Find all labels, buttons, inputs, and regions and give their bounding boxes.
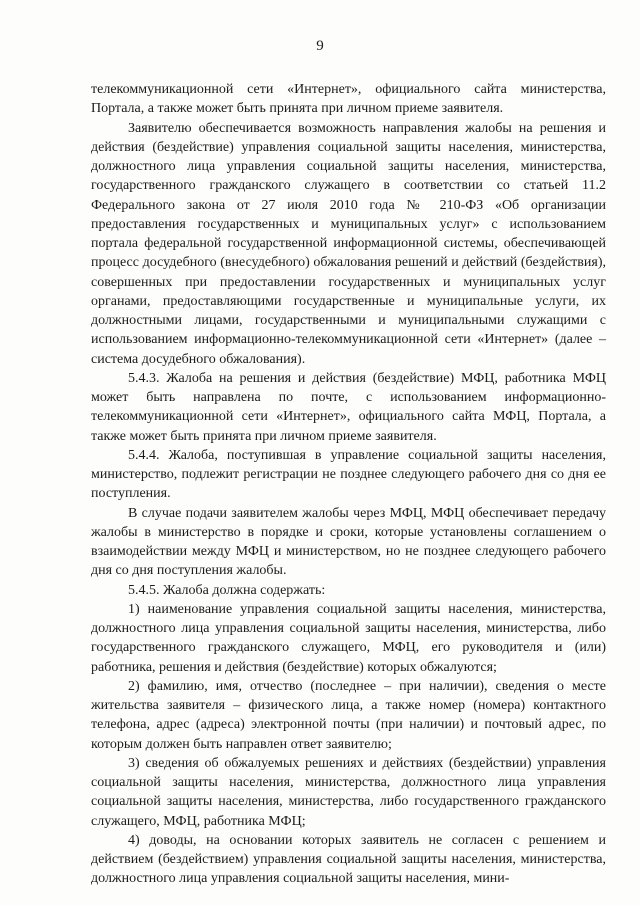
paragraph: В случае подачи заявителем жалобы через МФЦ, МФЦ обеспечивает передачу жалобы в министерство в порядке и сроки, которые установлены соглашением о взаимодействии между МФЦ и министерством, но не позднее следующего рабочего дня со дня поступления жалобы. bbox=[91, 505, 606, 579]
paragraph: 5.4.5. Жалоба должна содержать: bbox=[128, 582, 326, 598]
paragraph: 5.4.4. Жалоба, поступившая в управление социальной защиты населения, министерство, подлежит регистрации не позднее следующего рабочего дня со дня ее поступления. bbox=[91, 447, 606, 502]
list-item: 4) доводы, на основании которых заявитель не согласен с решением и действием (бездействием) управления социальной защиты населения, министерства, должностного лица управления социальной защиты населения, мини- bbox=[91, 832, 606, 887]
list-item: 1) наименование управления социальной защиты населения, министерства, должностного лица управления социальной защиты населения, министерства, либо государственного гражданского служащего, МФЦ, его руководителя и (или) работника, решения и действия (бездействие) которых обжалуются; bbox=[91, 601, 606, 675]
paragraph: 5.4.3. Жалоба на решения и действия (бездействие) МФЦ, работника МФЦ может быть направлена по почте, с использованием информационно-телекоммуникационной сети «Интернет», официального сайта МФЦ, Портала, а также может быть принята при личном приеме заявителя. bbox=[91, 370, 606, 444]
paragraph-continuation: телекоммуникационной сети «Интернет», официального сайта министерства, Портала, а также может быть принята при личном приеме заявителя. bbox=[91, 82, 606, 117]
page-number: 9 bbox=[316, 38, 324, 54]
list-item: 3) сведения об обжалуемых решениях и действиях (бездействии) управления социальной защиты населения, министерства, должностного лица управления социальной защиты населения, министерства, либо государственного гражданского служащего, МФЦ, работника МФЦ; bbox=[91, 755, 606, 829]
list-item: 2) фамилию, имя, отчество (последнее – при наличии), сведения о месте жительства заявителя – физического лица, а также номер (номера) контактного телефона, адрес (адреса) электронной почты (при наличии) и почтовый адрес, по которым должен быть направлен ответ заявителю; bbox=[91, 678, 606, 752]
document-body bbox=[91, 80, 606, 889]
paragraph: Заявителю обеспечивается возможность направления жалобы на решения и действия (бездействие) управления социальной защиты населения, министерства, должностного лица управления социальной защиты населения, министерства, государственного гражданского служащего в соответствии со статьей 11.2 Федерального закона от 27 июля 2010 года № 210-ФЗ «Об организации предоставления государственных и муниципальных услуг» с использованием портала федеральной государственной информационной системы, обеспечивающей процесс досудебного (внесудебного) обжалования решений и действий (бездействия), совершенных при предоставлении государственных и муниципальных услуг органами, предоставляющими государственные и муниципальные услуги, их должностными лицами, государственными и муниципальными служащими с использованием информационно-телекоммуникационной сети «Интернет» (далее – система досудебного обжалования). bbox=[91, 120, 606, 367]
